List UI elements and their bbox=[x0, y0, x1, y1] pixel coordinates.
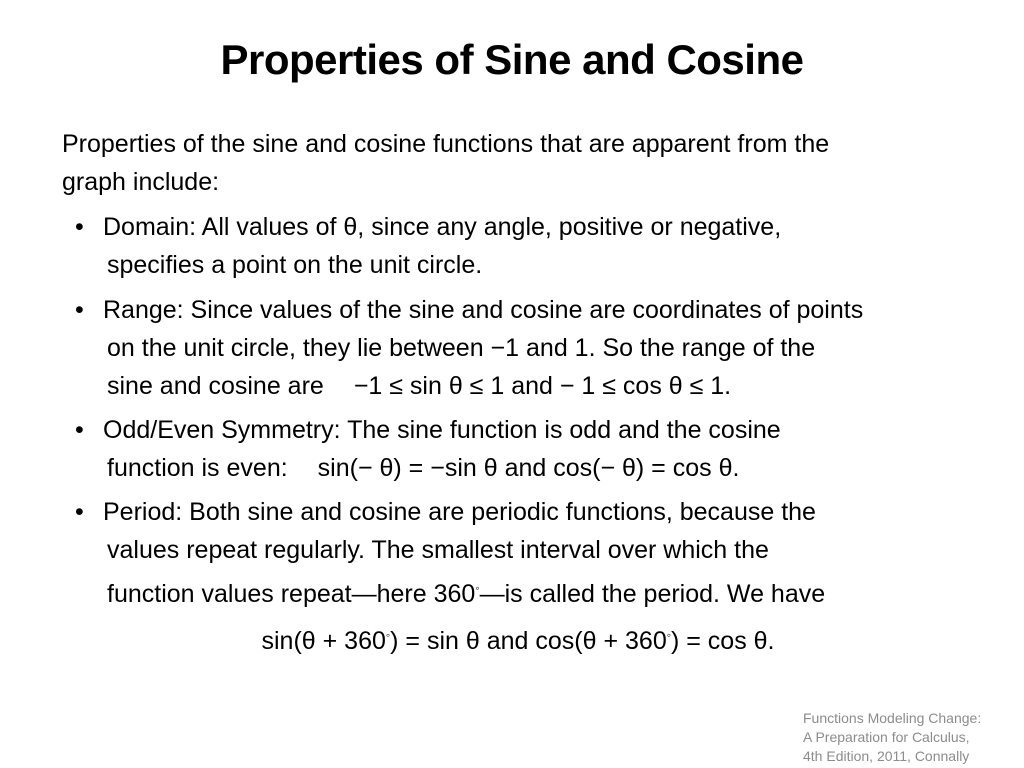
bullet-marker: • bbox=[75, 296, 84, 324]
intro-paragraph bbox=[62, 125, 982, 201]
period-line-3b: —is called the period. We have bbox=[479, 580, 826, 608]
citation-line-2: A Preparation for Calculus, bbox=[803, 729, 970, 745]
symmetry-formula: sin(− θ) = −sin θ and cos(− θ) = cos θ. bbox=[317, 454, 740, 482]
bullet-symmetry bbox=[75, 411, 985, 487]
range-line-2: on the unit circle, they lie between −1 and 1. So the range of the bbox=[107, 334, 816, 362]
period-line-2: values repeat regularly. The smallest interval over which the bbox=[107, 536, 769, 564]
citation bbox=[803, 709, 1018, 766]
period-formula-a: sin(θ + 360 bbox=[261, 627, 386, 655]
range-formula: −1 ≤ sin θ ≤ 1 and − 1 ≤ cos θ ≤ 1. bbox=[353, 372, 732, 400]
degree-symbol: ◦ bbox=[385, 628, 391, 642]
period-formula-b: ) = sin θ and cos(θ + 360 bbox=[390, 627, 667, 655]
bullet-range bbox=[75, 291, 985, 405]
bullet-period bbox=[75, 493, 985, 613]
bullet-marker: • bbox=[75, 498, 84, 526]
bullet-domain bbox=[75, 208, 985, 284]
range-line-3-text: sine and cosine are bbox=[107, 372, 324, 400]
period-line-3a: function values repeat—here 360 bbox=[107, 580, 476, 608]
degree-symbol: ◦ bbox=[475, 581, 480, 595]
bullet-marker: • bbox=[75, 213, 84, 241]
citation-line-3: 4th Edition, 2011, Connally bbox=[803, 748, 970, 764]
degree-symbol: ◦ bbox=[666, 628, 671, 642]
page-title: Properties of Sine and Cosine bbox=[220, 36, 804, 83]
symmetry-line-1: Odd/Even Symmetry: The sine function is odd and the cosine bbox=[103, 416, 781, 444]
citation-line-1: Functions Modeling Change: bbox=[803, 710, 982, 726]
domain-line-1: Domain: All values of θ, since any angle, positive or negative, bbox=[103, 213, 782, 241]
symmetry-line-2-text: function is even: bbox=[107, 454, 288, 482]
domain-line-2: specifies a point on the unit circle. bbox=[107, 251, 483, 279]
range-line-1: Range: Since values of the sine and cosine are coordinates of points bbox=[103, 296, 864, 324]
period-line-1: Period: Both sine and cosine are periodic functions, because the bbox=[103, 498, 816, 526]
intro-line-2: graph include: bbox=[62, 168, 220, 196]
bullet-marker: • bbox=[75, 416, 84, 444]
period-formula bbox=[0, 616, 1024, 660]
period-formula-c: ) = cos θ. bbox=[670, 627, 775, 655]
intro-line-1: Properties of the sine and cosine functions that are apparent from the bbox=[62, 130, 830, 158]
